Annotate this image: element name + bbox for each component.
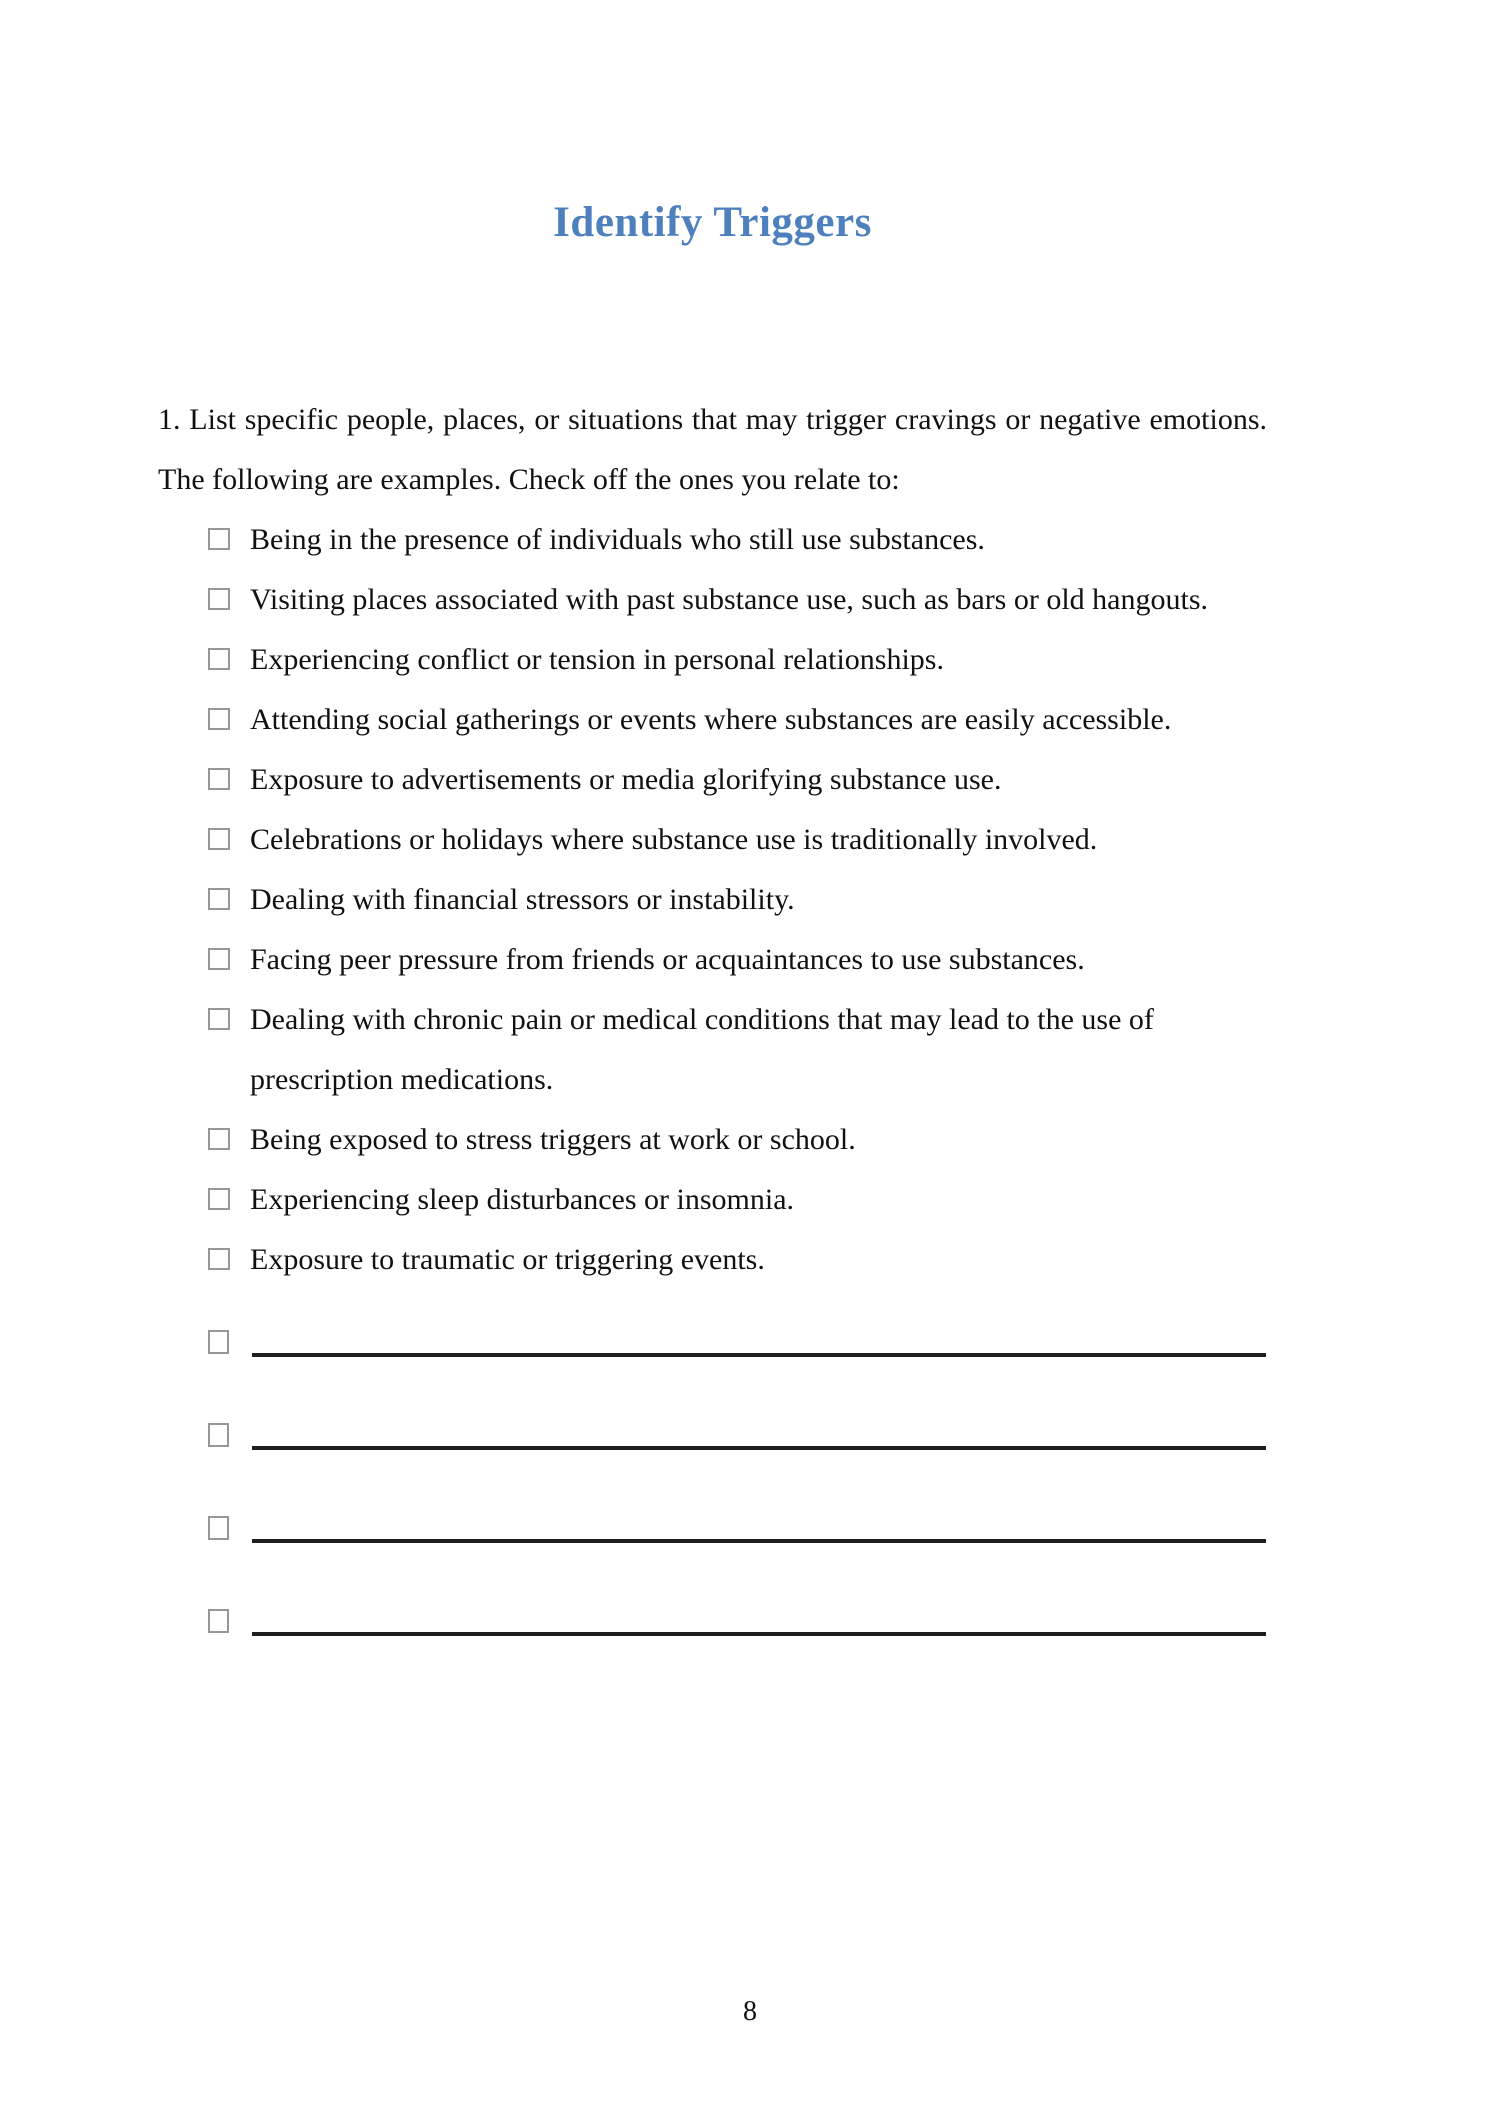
custom-trigger-write-in-rows <box>208 1294 1266 1666</box>
intro-paragraph: 1. List specific people, places, or situations that may trigger cravings or negative emotions. The following are examples. Check off the ones you relate to: <box>158 403 1267 496</box>
page-footer <box>0 1996 1500 2028</box>
write-in-row <box>208 1573 1266 1666</box>
trigger-checklist <box>208 510 1255 1290</box>
empty-checkbox-icon[interactable] <box>208 1423 229 1447</box>
checklist-item-label: Dealing with chronic pain or medical conditions that may lead to the use of prescription medications. <box>250 1003 1154 1096</box>
checklist-item <box>208 750 1255 810</box>
empty-checkbox-icon[interactable] <box>208 528 230 550</box>
checklist-item-label: Celebrations or holidays where substance use is traditionally involved. <box>250 823 1098 856</box>
empty-checkbox-icon[interactable] <box>208 1516 229 1540</box>
checklist-item-label: Being exposed to stress triggers at work or school. <box>250 1123 856 1156</box>
fill-in-blank-line[interactable] <box>252 1353 1266 1357</box>
checklist-item-label: Being in the presence of individuals who still use substances. <box>250 523 985 556</box>
empty-checkbox-icon[interactable] <box>208 1248 230 1270</box>
empty-checkbox-icon[interactable] <box>208 1609 229 1633</box>
checklist-item-label: Facing peer pressure from friends or acquaintances to use substances. <box>250 943 1085 976</box>
empty-checkbox-icon[interactable] <box>208 888 230 910</box>
checklist-item <box>208 570 1255 630</box>
empty-checkbox-icon[interactable] <box>208 1128 230 1150</box>
checklist-item <box>208 810 1255 870</box>
checklist-item <box>208 1230 1255 1290</box>
checklist-item-label: Experiencing conflict or tension in personal relationships. <box>250 643 944 676</box>
checklist-item-label: Exposure to traumatic or triggering events. <box>250 1243 765 1276</box>
empty-checkbox-icon[interactable] <box>208 948 230 970</box>
checklist-item-label: Attending social gatherings or events where substances are easily accessible. <box>250 703 1172 736</box>
empty-checkbox-icon[interactable] <box>208 588 230 610</box>
checklist-item <box>208 1170 1255 1230</box>
empty-checkbox-icon[interactable] <box>208 1330 229 1354</box>
write-in-row <box>208 1387 1266 1480</box>
empty-checkbox-icon[interactable] <box>208 828 230 850</box>
checklist-item-label: Visiting places associated with past substance use, such as bars or old hangouts. <box>250 583 1209 616</box>
checklist-item <box>208 990 1255 1110</box>
empty-checkbox-icon[interactable] <box>208 648 230 670</box>
page-title: Identify Triggers <box>553 199 872 246</box>
checklist-item-label: Dealing with financial stressors or instability. <box>250 883 795 916</box>
empty-checkbox-icon[interactable] <box>208 1008 230 1030</box>
checklist-item <box>208 630 1255 690</box>
fill-in-blank-line[interactable] <box>252 1632 1266 1636</box>
fill-in-blank-line[interactable] <box>252 1446 1266 1450</box>
checklist-item-label: Experiencing sleep disturbances or insomnia. <box>250 1183 795 1216</box>
empty-checkbox-icon[interactable] <box>208 1188 230 1210</box>
checklist-item <box>208 870 1255 930</box>
empty-checkbox-icon[interactable] <box>208 708 230 730</box>
empty-checkbox-icon[interactable] <box>208 768 230 790</box>
checklist-item <box>208 930 1255 990</box>
checklist-item-label: Exposure to advertisements or media glorifying substance use. <box>250 763 1002 796</box>
fill-in-blank-line[interactable] <box>252 1539 1266 1543</box>
checklist-item <box>208 510 1255 570</box>
page-number: 8 <box>743 1996 757 2027</box>
checklist-item <box>208 690 1255 750</box>
checklist-item <box>208 1110 1255 1170</box>
write-in-row <box>208 1480 1266 1573</box>
write-in-row <box>208 1294 1266 1387</box>
